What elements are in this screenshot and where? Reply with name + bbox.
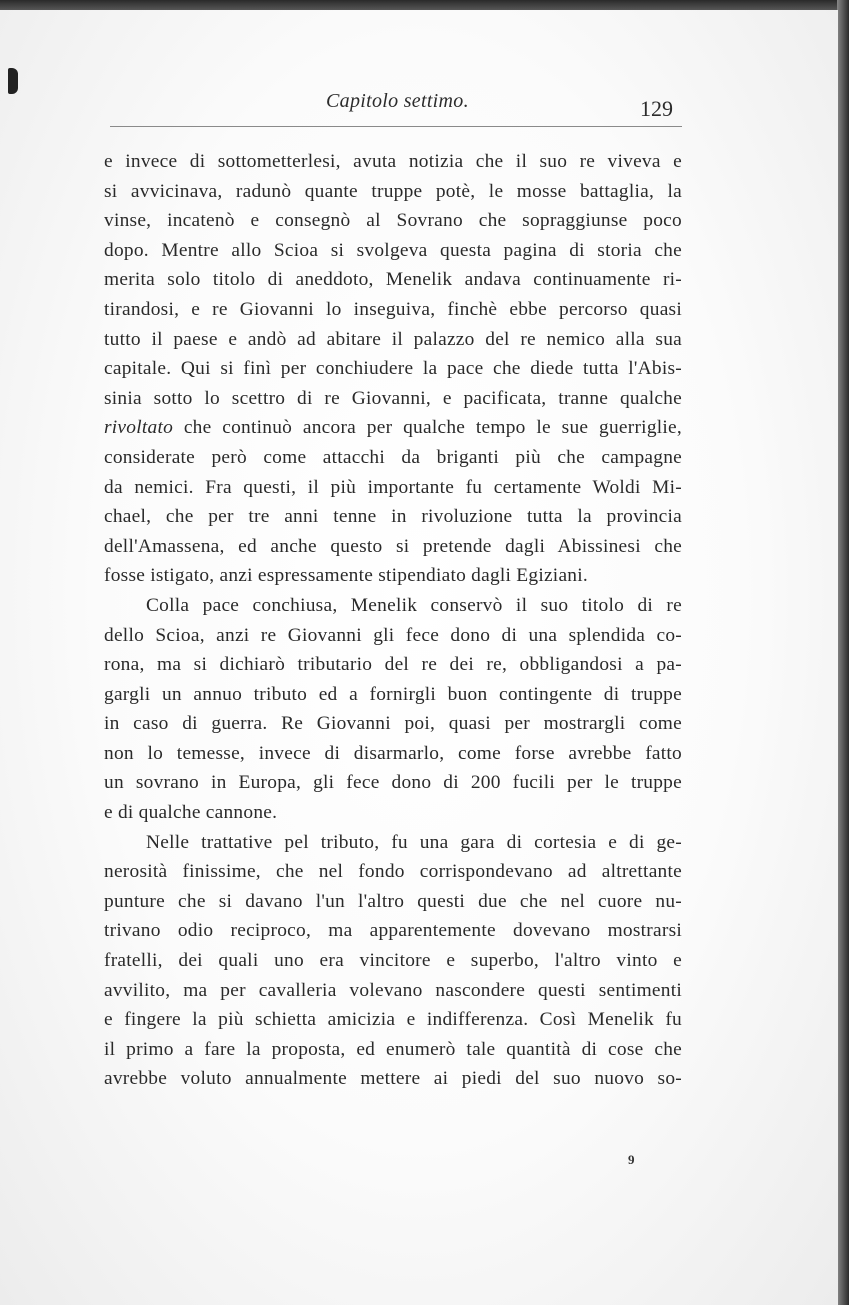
text-line: avrebbe voluto annualmente mettere ai piedi del suo nuovo so- (104, 1068, 682, 1090)
text-line: dopo. Mentre allo Scioa si svolgeva questa pagina di storia che (104, 239, 682, 261)
text-line: in caso di guerra. Re Giovanni poi, quasi per mostrargli come (104, 713, 682, 735)
italic-word: rivoltato (104, 417, 174, 439)
text-line: sinia sotto lo scettro di re Giovanni, e pacificata, tranne qualche (104, 387, 682, 409)
text-line: un sovrano in Europa, gli fece dono di 200 fucili per le truppe (104, 772, 682, 794)
text-line: punture che si davano l'un l'altro questi due che nel cuore nu- (104, 890, 682, 912)
text-line: tirandosi, e re Giovanni lo inseguiva, finchè ebbe percorso quasi (104, 298, 682, 320)
text-line: tutto il paese e andò ad abitare il palazzo del re nemico alla sua (104, 328, 682, 350)
text-line: chael, che per tre anni tenne in rivoluzione tutta la provincia (104, 506, 682, 528)
signature-mark: 9 (628, 1152, 635, 1167)
text-line (104, 413, 682, 443)
scan-edge-right (837, 0, 849, 1305)
text-line: non lo temesse, invece di disarmarlo, come forse avrebbe fatto (104, 742, 682, 764)
binding-mark (8, 68, 18, 94)
text-line: da nemici. Fra questi, il più importante fu certamente Woldi Mi- (104, 476, 682, 498)
text-line: capitale. Qui si finì per conchiudere la pace che diede tutta l'Abis- (104, 358, 682, 380)
text-line: il primo a fare la proposta, ed enumerò tale quantità di cose che (104, 1038, 682, 1060)
book-page (0, 10, 838, 1305)
text-line: Colla pace conchiusa, Menelik conservò il suo titolo di re (146, 594, 682, 616)
text-line-rest: che continuò ancora per qualche tempo le sue guerriglie, (173, 417, 682, 439)
text-line: e invece di sottometterlesi, avuta notizia che il suo re viveva e (104, 151, 682, 172)
text-line: Nelle trattative pel tributo, fu una gara di cortesia e di ge- (146, 831, 682, 853)
page-number: 129 (640, 96, 673, 121)
text-line: vinse, incatenò e consegnò al Sovrano che sopraggiunse poco (104, 210, 682, 232)
text-line: considerate però come attacchi da briganti più che campagne (104, 446, 682, 468)
text-line: merita solo titolo di aneddoto, Menelik andava continuamente ri- (104, 269, 682, 291)
header-rule (110, 126, 682, 127)
text-line: avvilito, ma per cavalleria volevano nascondere questi sentimenti (104, 979, 682, 1001)
text-line: dello Scioa, anzi re Giovanni gli fece dono di una splendida co- (104, 624, 682, 646)
body-text (104, 147, 682, 1094)
text-line: dell'Amassena, ed anche questo si pretende dagli Abissinesi che (104, 535, 682, 557)
text-line: fratelli, dei quali uno era vincitore e superbo, l'altro vinto e (104, 950, 682, 972)
running-header-title: Capitolo settimo. (326, 90, 469, 112)
text-line: rona, ma si dichiarò tributario del re dei re, obbligandosi a pa- (104, 654, 682, 676)
text-line: gargli un annuo tributo ed a fornirgli buon contingente di truppe (104, 683, 682, 705)
text-line: e fingere la più schietta amicizia e indifferenza. Così Menelik fu (104, 1009, 682, 1031)
text-line: trivano odio reciproco, ma apparentemente dovevano mostrarsi (104, 920, 682, 942)
text-line: si avvicinava, radunò quante truppe potè, le mosse battaglia, la (104, 180, 682, 202)
text-line: fosse istigato, anzi espressamente stipendiato dagli Egiziani. (104, 565, 588, 587)
text-line: e di qualche cannone. (104, 802, 278, 824)
text-line: nerosità finissime, che nel fondo corrispondevano ad altrettante (104, 861, 682, 883)
